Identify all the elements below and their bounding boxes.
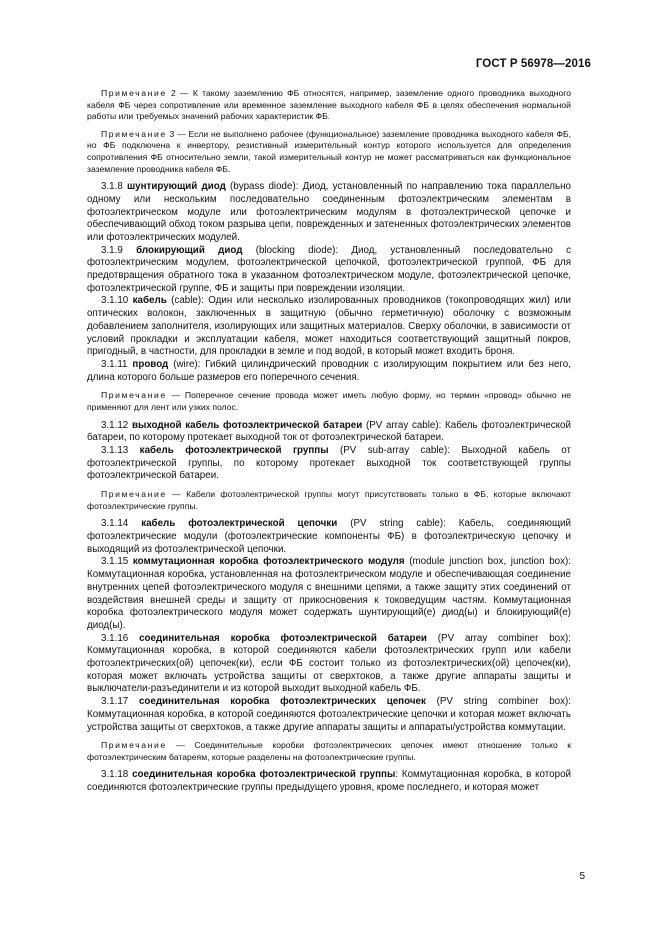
term-definition: (blocking diode): Диод, установленный последовательно с фотоэлектрическим модулем, фотоэлектрической цепочкой, фотоэлектрической группой, ФБ для предотвращения обратного тока в указанном фотоэлектрическом модуле, фотоэлектрической цепочке, фотоэлектрической группе, ФБ и защиты при повреждении изоляции. xyxy=(87,244,571,294)
term-name: шунтирующий диод xyxy=(126,181,226,193)
note-text: — К такому заземлению ФБ относятся, например, заземление одного проводника выходного кабеля ФБ через сопротивление или временное заземление выходного кабеля ФБ в целях обеспечения нормальной работы или требуемых значений рабочих характеристик ФБ. xyxy=(87,88,571,122)
term-name: кабель xyxy=(132,295,167,307)
term-3-1-13 xyxy=(87,445,571,483)
term-number: 3.1.10 xyxy=(101,295,129,307)
term-3-1-10 xyxy=(87,295,571,359)
term-name: блокирующий диод xyxy=(136,244,243,256)
note-label: Примечание xyxy=(101,88,167,98)
note-text: — Поперечное сечение провода может иметь любую форму, но термин «провод» обычно не применяют для лент или узких полос. xyxy=(87,390,571,412)
term-number: 3.1.15 xyxy=(101,556,129,568)
page-number: 5 xyxy=(579,871,585,882)
term-definition: (PV string cable): Кабель, соединяющий фотоэлектрические модули (фотоэлектрические компоненты ФБ) в фотоэлектрическую цепочку и выходящий из фотоэлектрической цепочки. xyxy=(87,518,571,555)
note-2 xyxy=(87,88,571,123)
term-name: кабель фотоэлектрической цепочки xyxy=(141,518,338,530)
term-definition: (PV sub-array cable): Выходной кабель от фотоэлектрической группы, по которому протекает выходной ток соответствующей группы фотоэлектрической батареи. xyxy=(87,445,571,482)
term-3-1-16 xyxy=(87,633,571,697)
term-3-1-8 xyxy=(87,181,571,245)
term-3-1-9 xyxy=(87,245,571,296)
term-3-1-11 xyxy=(87,359,571,384)
term-number: 3.1.14 xyxy=(101,518,129,530)
note-3 xyxy=(87,129,571,175)
term-name: соединительная коробка фотоэлектрической группы xyxy=(132,769,396,781)
term-number: 3.1.13 xyxy=(101,445,129,456)
term-3-1-18 xyxy=(87,769,571,794)
term-number: 3.1.11 xyxy=(101,359,128,370)
term-name: кабель фотоэлектрической группы xyxy=(139,445,329,456)
note-subarray xyxy=(87,489,571,512)
note-text: — Если не выполнено рабочее (функциональное) заземление проводника выходного кабеля ФБ, но ФБ подключена к инвертору, резистивный измерительный контур которого используется для определения сопротивления ФБ относительно земли, такой измерительный контур не может рассматриваться как функциональное заземление проводника кабеля ФБ. xyxy=(87,128,572,174)
note-text: — Кабели фотоэлектрической группы могут присутствовать только в ФБ, которые включают фотоэлектрические группы. xyxy=(87,489,572,511)
term-number: 3.1.18 xyxy=(101,769,129,781)
term-3-1-14 xyxy=(87,518,571,556)
term-name: коммутационная коробка фотоэлектрического модуля xyxy=(132,556,405,568)
term-3-1-12 xyxy=(87,420,571,445)
term-definition: (PV array combiner box): Коммутационная коробка, в которой соединяются кабели фотоэлектрических групп или кабели фотоэлектрических(ой) цепочек(ки), если ФБ состоит только из фотоэлектрических(ой) цепочек(ки), которая может включать устройства защиты от сверхтоков, а также другие аппараты защиты и выключатели-разъединители и из которой выходит выходной кабель ФБ. xyxy=(87,632,572,695)
note-label: Примечание xyxy=(101,740,167,751)
term-definition: (PV array cable): Кабель фотоэлектрической батареи, по которому протекает выходной ток от фотоэлектрической батареи. xyxy=(87,419,571,444)
term-definition: (wire): Гибкий цилиндрический проводник с изолирующим покрытием или без него, длина которого больше размеров его поперечного сечения. xyxy=(87,359,571,383)
note-label: Примечание xyxy=(101,489,167,500)
term-3-1-15 xyxy=(87,556,571,632)
term-name: соединительная коробка фотоэлектрических цепочек xyxy=(138,696,426,708)
term-definition: : Коммутационная коробка, в которой соединяются фотоэлектрические группы предыдущего уровня, кроме последнего, и которая может xyxy=(87,769,571,794)
note-label: Примечание xyxy=(101,390,167,401)
term-number: 3.1.17 xyxy=(101,696,129,708)
note-text: — Соединительные коробки фотоэлектрических цепочек имеют отношение только к фотоэлектрическим батареям, которые разделены на фотоэлектрические группы. xyxy=(87,740,571,762)
page-content xyxy=(87,88,571,795)
note-number: 2 xyxy=(171,88,176,98)
term-definition: (cable): Один или несколько изолированных проводников (токопроводящих жил) или оптических волокон, заключенных в защитную (обычно герметичную) оболочку с возможным добавлением заполнителя, изолирующих или защитных материалов. Сверху оболочки, в зависимости от условий прокладки и эксплуатации кабеля, может находиться соответствующий защитный покров, пригодный, в частности, для прокладки в земле и под водой, в который может входить броня. xyxy=(87,295,571,358)
term-definition: (module junction box, junction box): Коммутационная коробка, установленная на фотоэлектрическом модуле и обеспечивающая соединение внутренних цепей фотоэлектрического модуля с внешними цепями, а также защиту этих соединений от воздействия внешней среды и защиту от прикосновения к токоведущим частям. Коммутационная коробка фотоэлектрического модуля может содержать шунтирующий(е) диод(ы) и блокирующий(е) диод(ы). xyxy=(87,556,571,631)
term-definition: (bypass diode): Диод, установленный по направлению тока параллельно одному или нескольким последовательно соединенным фотоэлектрическим элементам в фотоэлектрическом модуле или фотоэлектрическим модулям в фотоэлектрической цепочке и обеспечивающий обход током разрыва цепи, поврежденных и затененных фотоэлектрических элементов или фотоэлектрических модулей. xyxy=(87,181,571,243)
term-name: провод xyxy=(132,359,169,370)
term-name: соединительная коробка фотоэлектрической батареи xyxy=(139,632,427,644)
term-number: 3.1.12 xyxy=(101,419,129,431)
term-definition: (PV string combiner box): Коммутационная коробка, в которой соединяются фотоэлектрические цепочки и которая может включать устройства защиты от сверхтоков, а также другие аппараты защиты и аппараты/устройства коммутации. xyxy=(87,696,571,733)
term-number: 3.1.9 xyxy=(101,244,123,256)
term-3-1-17 xyxy=(87,696,571,734)
note-number: 3 xyxy=(169,128,175,139)
standard-header: ГОСТ Р 56978—2016 xyxy=(475,58,591,70)
term-name: выходной кабель фотоэлектрической батареи xyxy=(131,419,363,431)
note-wire xyxy=(87,390,571,413)
note-combiner xyxy=(87,740,571,763)
term-number: 3.1.8 xyxy=(101,181,123,193)
term-number: 3.1.16 xyxy=(101,632,129,644)
note-label: Примечание xyxy=(101,128,167,139)
